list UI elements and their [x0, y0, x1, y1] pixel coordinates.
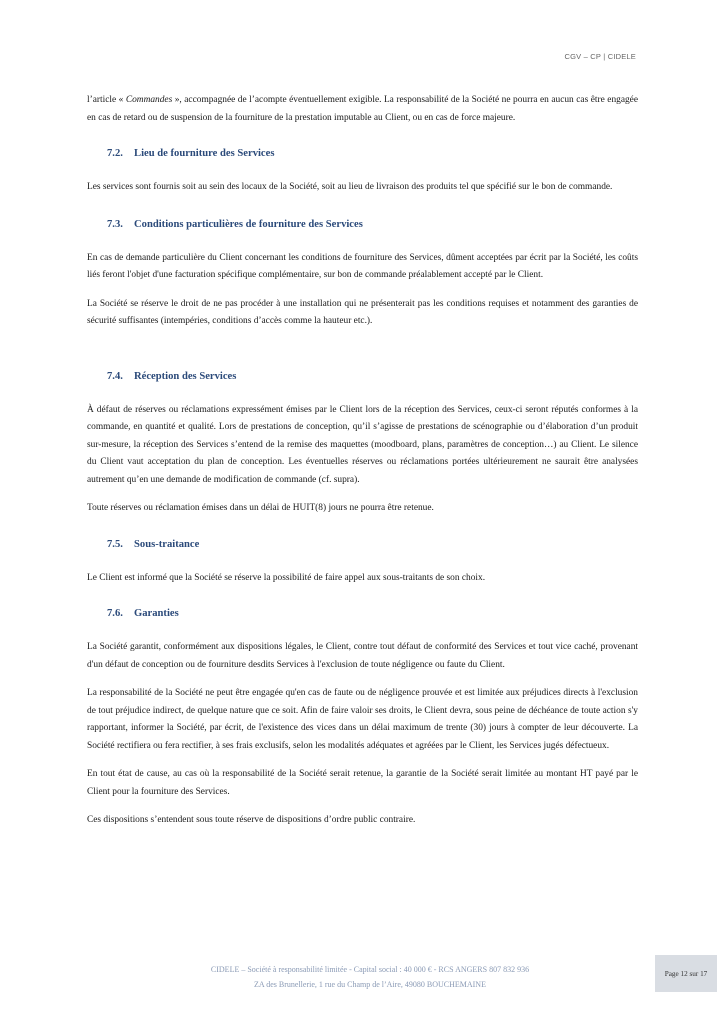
page-number-box — [655, 955, 717, 992]
section-heading-7-5 — [87, 539, 638, 550]
intro-paragraph — [87, 92, 638, 127]
section-heading-7-2 — [87, 148, 638, 159]
section-title: Lieu de fourniture des Services — [134, 148, 275, 159]
section-title: Garanties — [134, 608, 179, 619]
intro-emphasis: Commandes — [125, 95, 173, 105]
paragraph-7-5: Le Client est informé que la Société se réserve la possibilité de faire appel aux sous-traitants de son choix. — [87, 572, 486, 583]
section-number: 7.3. — [107, 218, 123, 230]
section-number: 7.2. — [107, 148, 123, 159]
paragraph-7-4-b: Toute réserves ou réclamation émises dans un délai de HUIT(8) jours ne pourra être retenue. — [87, 503, 434, 513]
section-heading-7-4 — [87, 371, 638, 382]
section-number: 7.6. — [107, 608, 123, 619]
paragraph-7-3-a: En cas de demande particulière du Client concernant les conditions de fourniture des Services, dûment acceptées par écrit par la Société, les coûts liés feront l'objet d'une facturation spécifique complémentaire, sur bon de commande préalablement accepté par le Client. — [87, 252, 638, 280]
paragraph-7-6-b: La responsabilité de la Société ne peut être engagée qu'en cas de faute ou de négligence prouvée et est limitée aux préjudices directs à l'exclusion de tout préjudice indirect, de quelque nature que ce soit. Afin de faire valoir ses droits, le Client devra, sous peine de déchéance de toute action s'y rapportant, informer la Société, par écrit, de l'existence des vices dans un délai maximum de trente (30) jours à compter de leur découverte. La Société rectifiera ou fera rectifier, à ses frais exclusifs, selon les modalités adéquates et agréées par le Client, les Services jugés défectueux. — [87, 688, 638, 751]
footer-address-line: ZA des Brunellerie, 1 rue du Champ de l’Aire, 49080 BOUCHEMAINE — [254, 980, 486, 989]
section-title: Sous-traitance — [134, 538, 200, 550]
paragraph-7-4-a: À défaut de réserves ou réclamations expressément émises par le Client lors de la réception des Services, ceux-ci seront réputés conformes à la commande, en quantité et qualité. Lors de prestations de conception, qu’il s’agisse de prestations de scénographie ou d’élaboration d’un produit sur-mesure, la réception des Services s’entend de la remise des maquettes (moodboard, plans, paramètres de conception…) au Client. Le silence du Client vaut acceptation du plan de conception. Les éventuelles réserves ou réclamations portées ultérieurement ne saurait être analysées autrement qu’en une demande de modification de commande (cf. supra). — [87, 404, 638, 485]
section-title: Réception des Services — [134, 370, 237, 382]
section-title: Conditions particulières de fourniture des Services — [134, 218, 363, 230]
paragraph-7-6-a: La Société garantit, conformément aux dispositions légales, le Client, contre tout défaut de conformité des Services et tout vice caché, provenant d'un défaut de conception ou de fourniture desdits Services à l'exclusion de toute négligence ou faute du Client. — [87, 642, 638, 670]
paragraph-7-3-b: La Société se réserve le droit de ne pas procéder à une installation qui ne présenterait pas les conditions requises et notamment des garanties de sécurité suffisantes (intempéries, conditions d’accès comme la hauteur etc.). — [87, 298, 638, 326]
page-number: Page 12 sur 17 — [664, 969, 708, 978]
intro-text-end: », accompagnée de l’acompte éventuellement exigible. La responsabilité de la Société ne pourra en aucun cas être engagée en cas de retard ou de suspension de la fourniture de la prestation imputable au Client, ou en cas de force majeure. — [87, 95, 638, 123]
section-number: 7.4. — [107, 370, 123, 382]
document-body — [87, 92, 638, 841]
paragraph-7-2: Les services sont fournis soit au sein des locaux de la Société, soit au lieu de livraison des produits tel que spécifié sur le bon de commande. — [87, 182, 613, 192]
document-header-tag: CGV – CP | CIDELE — [564, 52, 636, 61]
section-heading-7-6 — [87, 608, 638, 619]
document-footer — [120, 962, 620, 992]
paragraph-7-6-c: En tout état de cause, au cas où la responsabilité de la Société serait retenue, la garantie de la Société serait limitée au montant HT payé par le Client pour la fourniture des Services. — [87, 769, 638, 797]
section-number: 7.5. — [107, 538, 123, 550]
paragraph-7-6-d: Ces dispositions s’entendent sous toute réserve de dispositions d’ordre public contraire. — [87, 815, 416, 825]
intro-text-start: l’article « — [87, 95, 126, 105]
section-heading-7-3 — [87, 219, 638, 230]
footer-company-line: CIDELE – Société à responsabilité limitée - Capital social : 40 000 € - RCS ANGERS 807 832 936 — [210, 965, 530, 974]
